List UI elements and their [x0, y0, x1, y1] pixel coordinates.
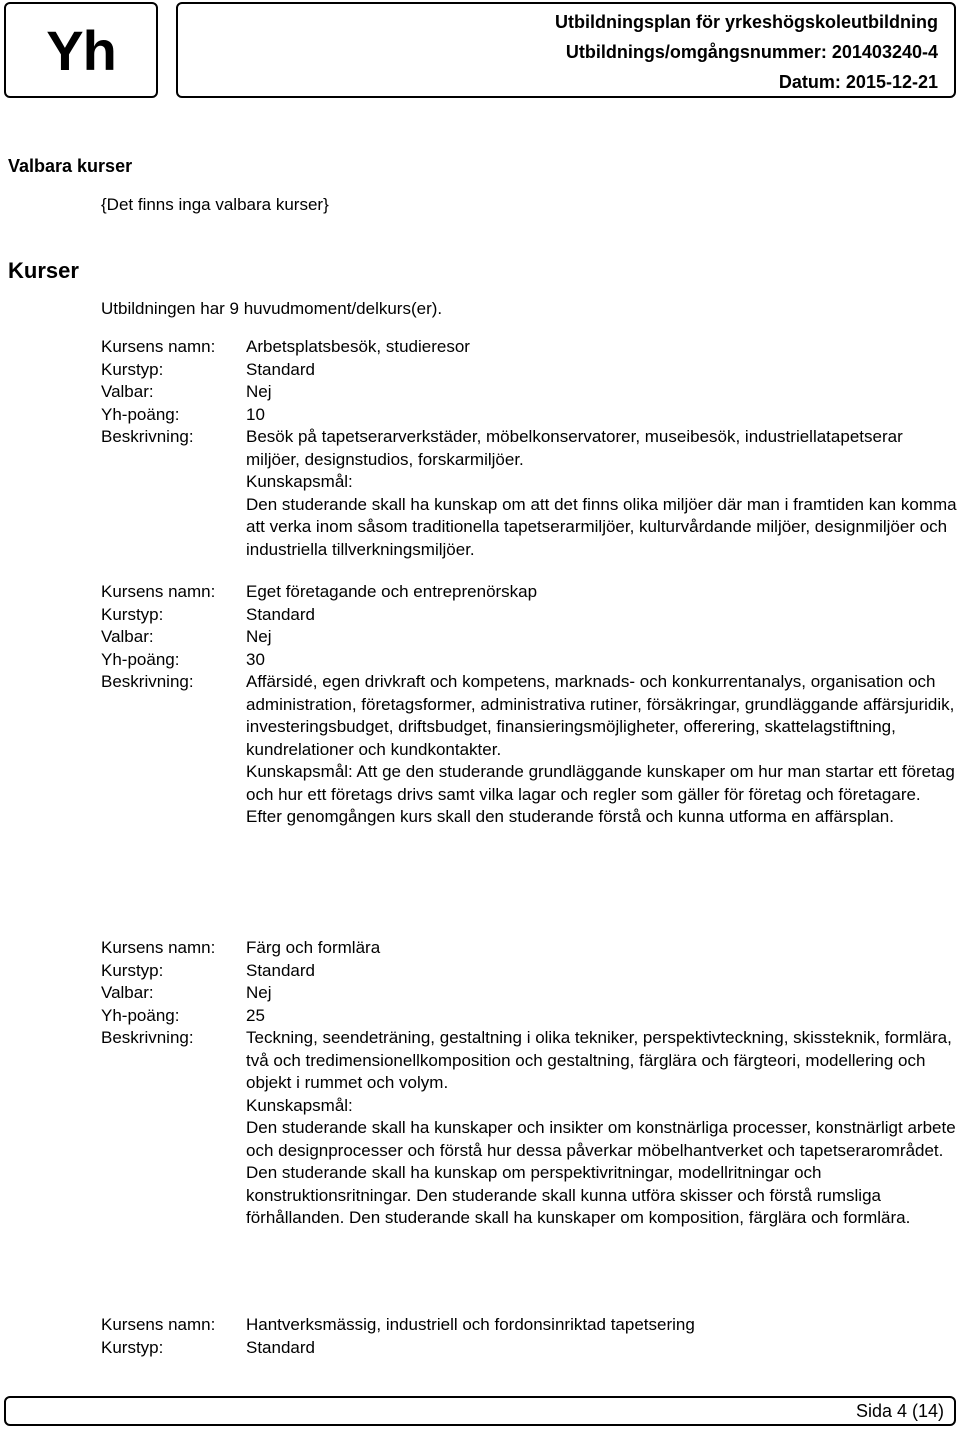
elective-courses-heading: Valbara kurser	[8, 156, 133, 176]
course-type: Standard	[246, 1337, 315, 1357]
course-description	[246, 426, 958, 561]
no-elective-courses-text: {Det finns inga valbara kurser}	[101, 195, 329, 214]
courses-heading: Kurser	[8, 258, 79, 283]
course-description-label: Beskrivning:	[101, 427, 194, 446]
course-name-label: Kursens namn:	[101, 1315, 216, 1334]
page-footer	[4, 1396, 956, 1426]
course-block	[101, 336, 960, 561]
course-points: 10	[246, 404, 265, 424]
page-number: Sida 4 (14)	[855, 1401, 944, 1421]
course-description	[246, 671, 958, 829]
course-name: Eget företagande och entreprenörskap	[246, 582, 538, 601]
course-elective: Nej	[246, 627, 272, 646]
course-name-label: Kursens namn:	[101, 582, 216, 601]
document-header	[176, 2, 956, 98]
course-elective-label: Valbar:	[101, 382, 154, 401]
course-name-label: Kursens namn:	[101, 938, 216, 957]
course-points-label: Yh-poäng:	[101, 404, 180, 424]
description-paragraph: Kunskapsmål:	[246, 1095, 353, 1115]
course-name: Hantverksmässig, industriell och fordonsinriktad tapetsering	[246, 1315, 695, 1334]
description-paragraph: Teckning, seendeträning, gestaltning i olika tekniker, perspektivteckning, skissteknik, formlära, två och tredimensionellkomposition och gestaltning, färglära och färgteori, modellering och objekt i rummet och volym.	[246, 1028, 952, 1092]
course-description-label: Beskrivning:	[101, 672, 194, 691]
course-description	[246, 1027, 958, 1230]
description-paragraph: Den studerande skall ha kunskaper och insikter om konstnärliga processer, konstnärligt arbete och designprocesser och förstå hur dessa påverkar möbelhantverket och tapetserarområdet. Den studerande skall ha kunskap om perspektivritningar, modellritningar och konstruktionsritningar. Den studerande skall kunna utföra skisser och förstå rumsliga förhållanden. Den studerande skall ha kunskaper om komposition, färglära och formlära.	[246, 1118, 956, 1227]
course-type-label: Kurstyp:	[101, 359, 164, 379]
document-title: Utbildningsplan för yrkeshögskoleutbildning	[554, 12, 938, 32]
course-name: Färg och formlära	[246, 938, 381, 957]
course-type-label: Kurstyp:	[101, 1337, 164, 1357]
course-type-label: Kurstyp:	[101, 604, 164, 624]
course-points: 30	[246, 649, 265, 669]
course-points-label: Yh-poäng:	[101, 649, 180, 669]
courses-intro: Utbildningen har 9 huvudmoment/delkurs(er).	[101, 299, 443, 318]
course-points: 25	[246, 1005, 265, 1025]
course-elective-label: Valbar:	[101, 983, 154, 1002]
course-elective-label: Valbar:	[101, 627, 154, 646]
logo-text: Yh	[46, 18, 116, 82]
description-paragraph: Kunskapsmål:	[246, 472, 353, 491]
course-name: Arbetsplatsbesök, studieresor	[246, 337, 470, 356]
description-paragraph: Kunskapsmål: Att ge den studerande grundläggande kunskaper om hur man startar ett företag och hur ett företags drivs samt vilka lagar och regler som gäller för företag och företagare. Efter genomgången kurs skall den studerande förstå och kunna utforma en affärsplan.	[246, 762, 955, 826]
course-description-label: Beskrivning:	[101, 1028, 194, 1047]
document-date: Datum: 2015-12-21	[778, 72, 938, 92]
course-block	[101, 1314, 960, 1359]
course-points-label: Yh-poäng:	[101, 1005, 180, 1025]
course-elective: Nej	[246, 382, 272, 401]
course-name-label: Kursens namn:	[101, 337, 216, 356]
description-paragraph: Besök på tapetserarverkstäder, möbelkonservatorer, museibesök, industriellatapetserar miljöer, designstudios, forskarmiljöer.	[246, 427, 903, 469]
course-block	[101, 581, 960, 829]
course-type: Standard	[246, 359, 315, 379]
description-paragraph: Affärsidé, egen drivkraft och kompetens, marknads- och konkurrentanalys, organisation och administration, företagsformer, administrativa rutiner, försäkringar, grundläggande affärsjuridik, investeringsbudget, driftsbudget, finansieringsmöjligheter, offerering, skattelagstiftning, kundrelationer och kundkontakter.	[246, 672, 955, 759]
education-number: Utbildnings/omgångsnummer: 201403240-4	[565, 42, 938, 62]
course-type: Standard	[246, 960, 315, 980]
yh-logo	[4, 2, 158, 98]
course-block	[101, 937, 960, 1230]
course-type-label: Kurstyp:	[101, 960, 164, 980]
course-type: Standard	[246, 604, 315, 624]
course-elective: Nej	[246, 983, 272, 1002]
description-paragraph: Den studerande skall ha kunskap om att det finns olika miljöer där man i framtiden kan komma att verka inom såsom traditionella tapetserarmiljöer, kulturvårdande miljöer, designmiljöer och industriella tillverkningsmiljöer.	[246, 494, 957, 559]
